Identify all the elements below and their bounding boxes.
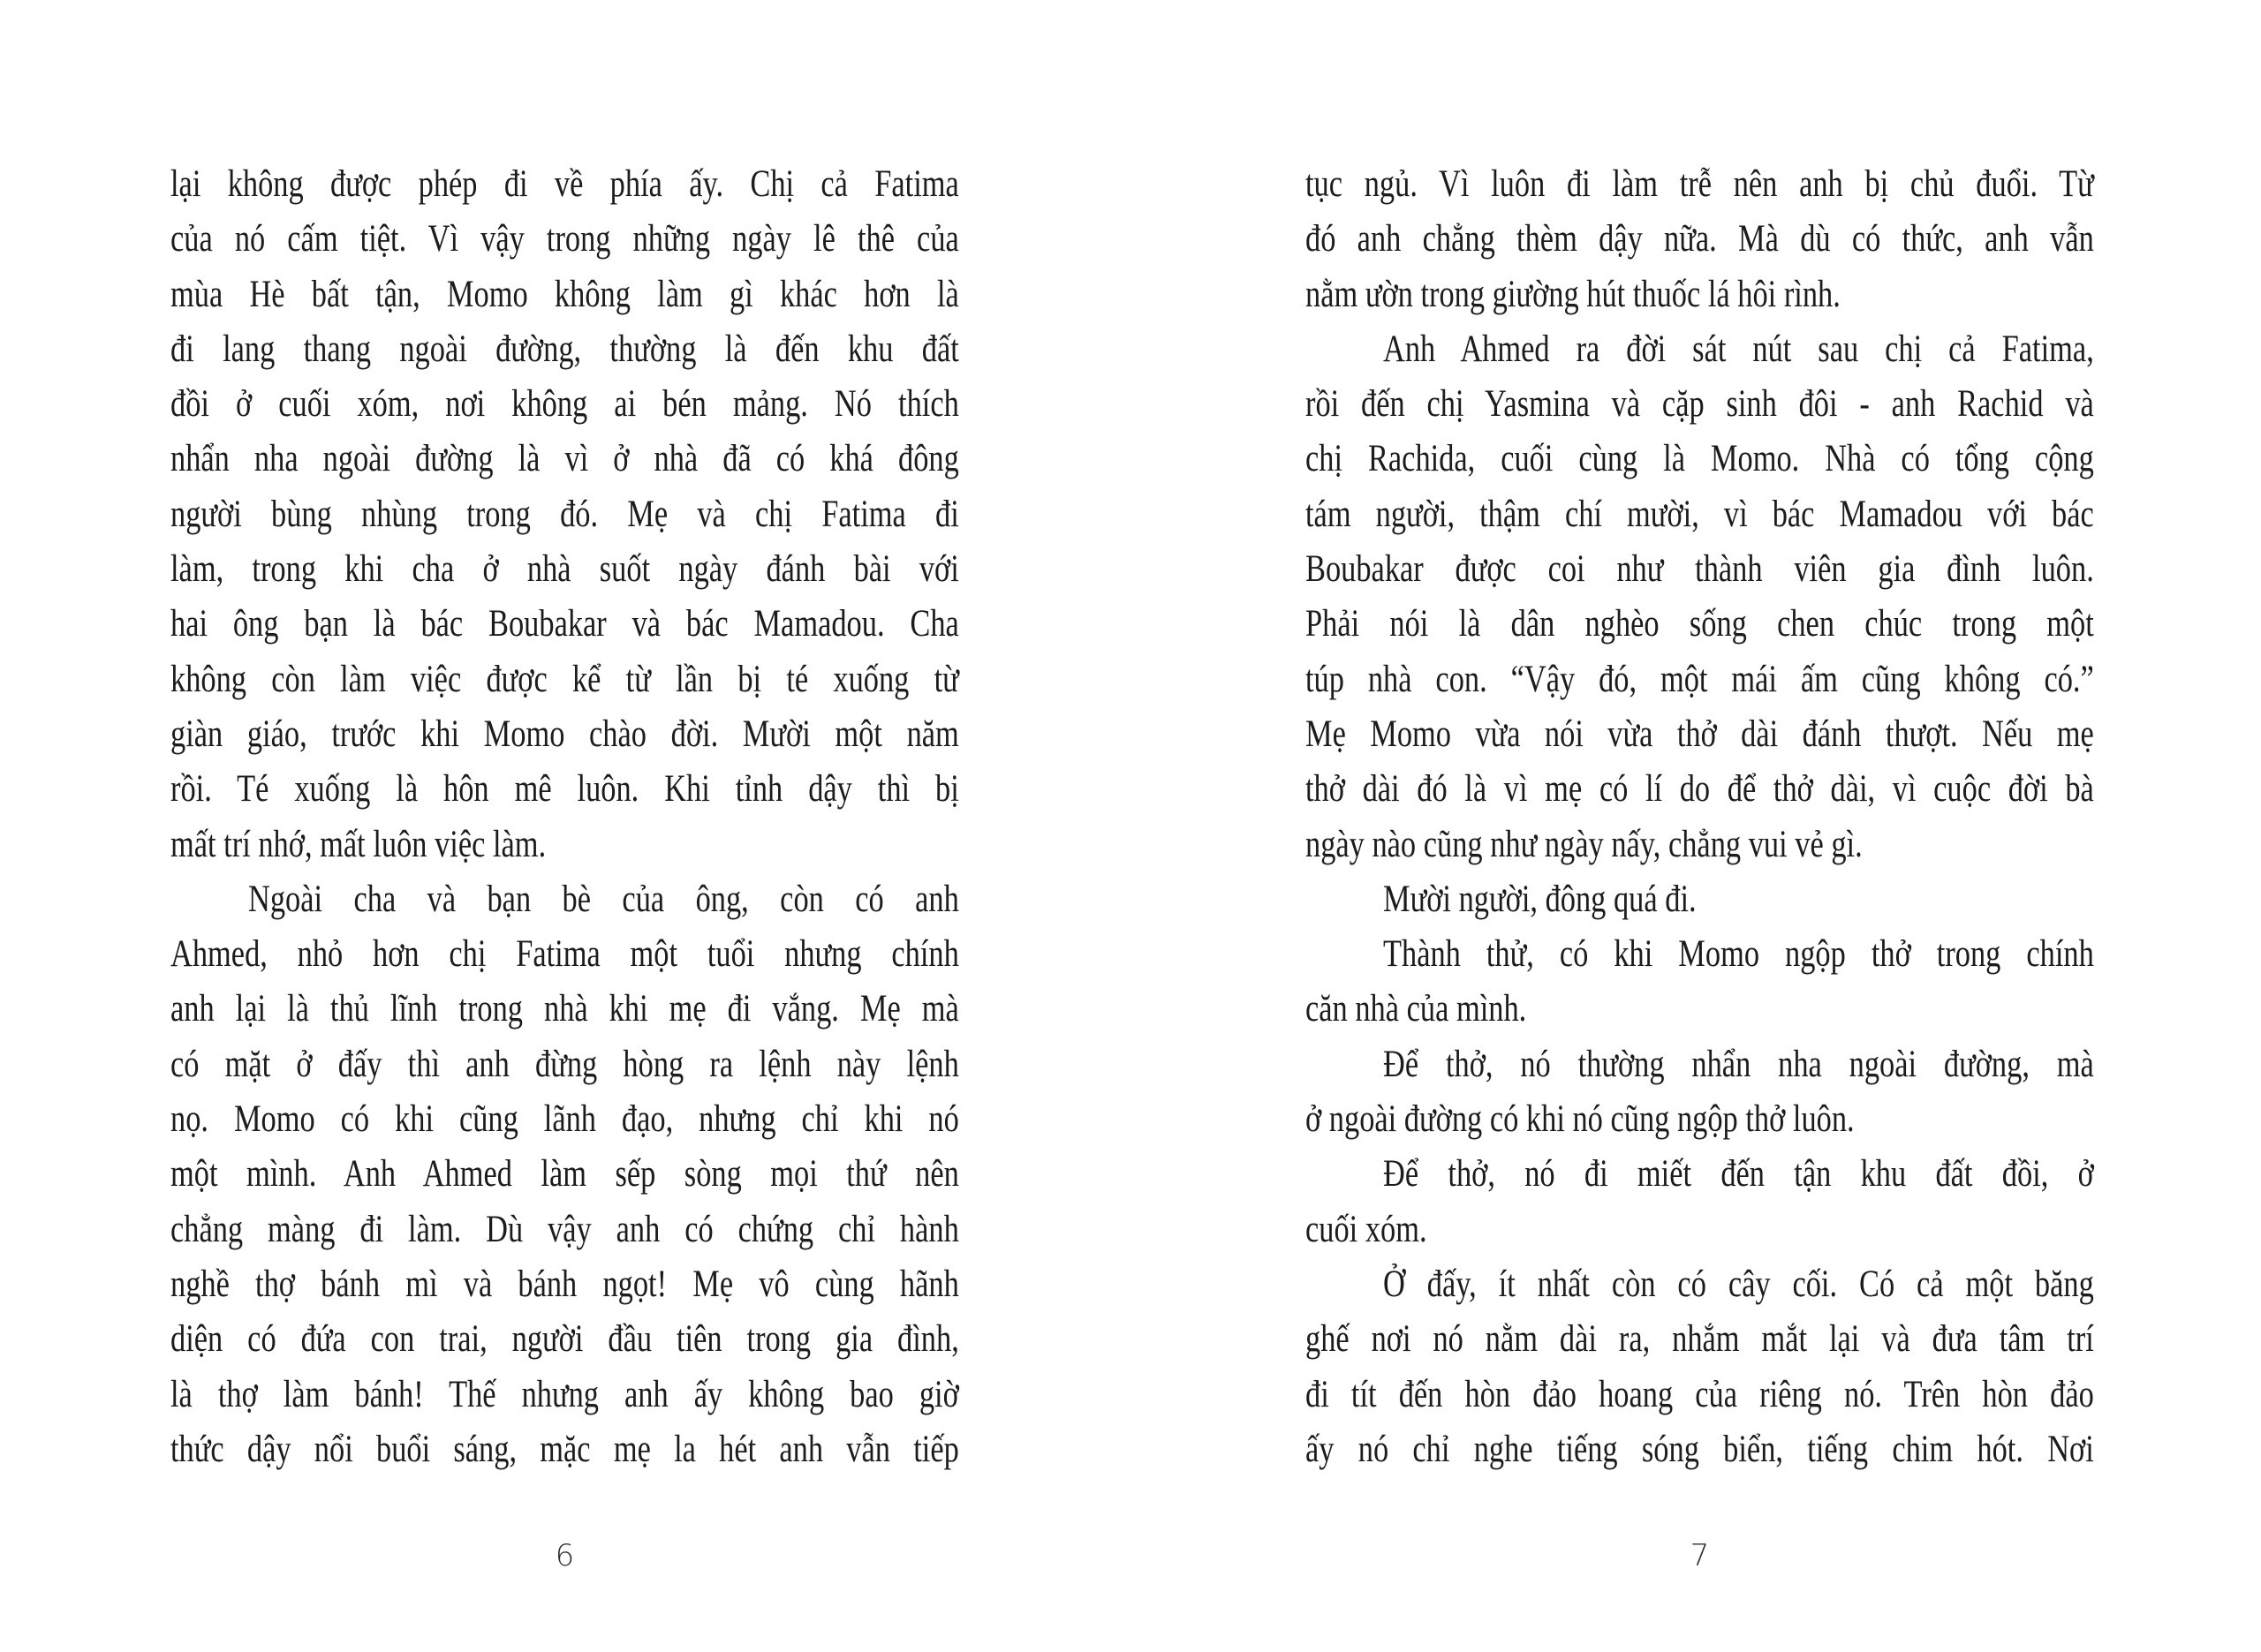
text-line: Phải nói là dân nghèo sống chen chúc trong một: [1305, 603, 2094, 645]
text-line: nghề thợ bánh mì và bánh ngọt! Mẹ vô cùng hãnh: [170, 1263, 959, 1305]
text-line: ở ngoài đường có khi nó cũng ngộp thở luôn.: [1305, 1098, 1855, 1141]
text-line: tám người, thậm chí mười, vì bác Mamadou với bác: [1305, 493, 2094, 535]
page-number-left: 6: [555, 1538, 575, 1573]
text-line: rồi. Té xuống là hôn mê luôn. Khi tỉnh dậy thì bị: [170, 768, 959, 811]
page-right: [1305, 0, 2100, 1652]
text-line: nhẩn nha ngoài đường là vì ở nhà đã có khá đông: [170, 438, 959, 480]
text-line: anh lại là thủ lĩnh trong nhà khi mẹ đi vắng. Mẹ mà: [170, 988, 959, 1030]
text-line: không còn làm việc được kể từ lần bị té xuống từ: [170, 658, 959, 700]
text-line: Ngoài cha và bạn bè của ông, còn có anh: [248, 878, 959, 920]
text-line: Boubakar được coi như thành viên gia đình luôn.: [1305, 548, 2094, 591]
text-line: chị Rachida, cuối cùng là Momo. Nhà có tổng cộng: [1305, 438, 2094, 480]
text-line: đó anh chẳng thèm dậy nữa. Mà dù có thức, anh vẫn: [1305, 218, 2094, 260]
text-line: người bùng nhùng trong đó. Mẹ và chị Fatima đi: [170, 493, 959, 535]
text-line: ấy nó chỉ nghe tiếng sóng biển, tiếng chim hót. Nơi: [1305, 1428, 2094, 1470]
text-line: của nó cấm tiệt. Vì vậy trong những ngày lê thê của: [170, 218, 959, 260]
text-line: nằm ườn trong giường hút thuốc lá hôi rình.: [1305, 273, 1841, 315]
text-line: lại không được phép đi về phía ấy. Chị cả Fatima: [170, 163, 959, 205]
text-line: túp nhà con. “Vậy đó, một mái ấm cũng không có.”: [1305, 658, 2094, 700]
text-line: Ở đấy, ít nhất còn có cây cối. Có cả một băng: [1383, 1263, 2094, 1305]
page-number-right: 7: [1690, 1538, 1710, 1573]
text-line: rồi đến chị Yasmina và cặp sinh đôi - anh Rachid và: [1305, 383, 2094, 426]
text-line: giàn giáo, trước khi Momo chào đời. Mười một năm: [170, 713, 959, 755]
text-line: có mặt ở đấy thì anh đừng hòng ra lệnh này lệnh: [170, 1043, 959, 1085]
text-line: làm, trong khi cha ở nhà suốt ngày đánh bài với: [170, 548, 959, 591]
text-line: Anh Ahmed ra đời sát nút sau chị cả Fatima,: [1383, 328, 2094, 370]
text-line: đồi ở cuối xóm, nơi không ai bén mảng. Nó thích: [170, 383, 959, 426]
text-line: đi tít đến hòn đảo hoang của riêng nó. Trên hòn đảo: [1305, 1373, 2094, 1415]
page-left: [170, 0, 965, 1652]
text-line: cuối xóm.: [1305, 1208, 1427, 1250]
text-line: diện có đứa con trai, người đầu tiên trong gia đình,: [170, 1318, 959, 1361]
text-line: ngày nào cũng như ngày nấy, chẳng vui vẻ gì.: [1305, 823, 1863, 865]
text-line: ghế nơi nó nằm dài ra, nhắm mắt lại và đưa tâm trí: [1305, 1318, 2094, 1361]
text-line: Để thở, nó thường nhẩn nha ngoài đường, mà: [1383, 1043, 2094, 1085]
text-line: mất trí nhớ, mất luôn việc làm.: [170, 823, 547, 865]
text-line: chẳng màng đi làm. Dù vậy anh có chứng chỉ hành: [170, 1208, 959, 1250]
page-left-text: [170, 157, 959, 1477]
text-line: Ahmed, nhỏ hơn chị Fatima một tuổi nhưng chính: [170, 933, 959, 976]
text-line: căn nhà của mình.: [1305, 988, 1527, 1030]
text-line: đi lang thang ngoài đường, thường là đến khu đất: [170, 328, 959, 370]
text-line: tục ngủ. Vì luôn đi làm trễ nên anh bị chủ đuổi. Từ: [1305, 163, 2094, 205]
text-line: một mình. Anh Ahmed làm sếp sòng mọi thứ nên: [170, 1153, 959, 1196]
text-line: Thành thử, có khi Momo ngộp thở trong chính: [1383, 933, 2094, 976]
text-line: mùa Hè bất tận, Momo không làm gì khác hơn là: [170, 273, 959, 315]
text-line: là thợ làm bánh! Thế nhưng anh ấy không bao giờ: [170, 1373, 959, 1415]
text-line: Để thở, nó đi miết đến tận khu đất đồi, ở: [1383, 1153, 2094, 1196]
text-line: Mười người, đông quá đi.: [1383, 878, 1697, 920]
text-line: Mẹ Momo vừa nói vừa thở dài đánh thượt. Nếu mẹ: [1305, 713, 2094, 755]
text-line: thức dậy nổi buổi sáng, mặc mẹ la hét anh vẫn tiếp: [170, 1428, 959, 1470]
text-line: nọ. Momo có khi cũng lãnh đạo, nhưng chỉ khi nó: [170, 1098, 959, 1141]
text-line: thở dài đó là vì mẹ có lí do để thở dài, vì cuộc đời bà: [1305, 768, 2094, 811]
page-right-text: [1305, 157, 2094, 1477]
text-line: hai ông bạn là bác Boubakar và bác Mamadou. Cha: [170, 603, 959, 645]
